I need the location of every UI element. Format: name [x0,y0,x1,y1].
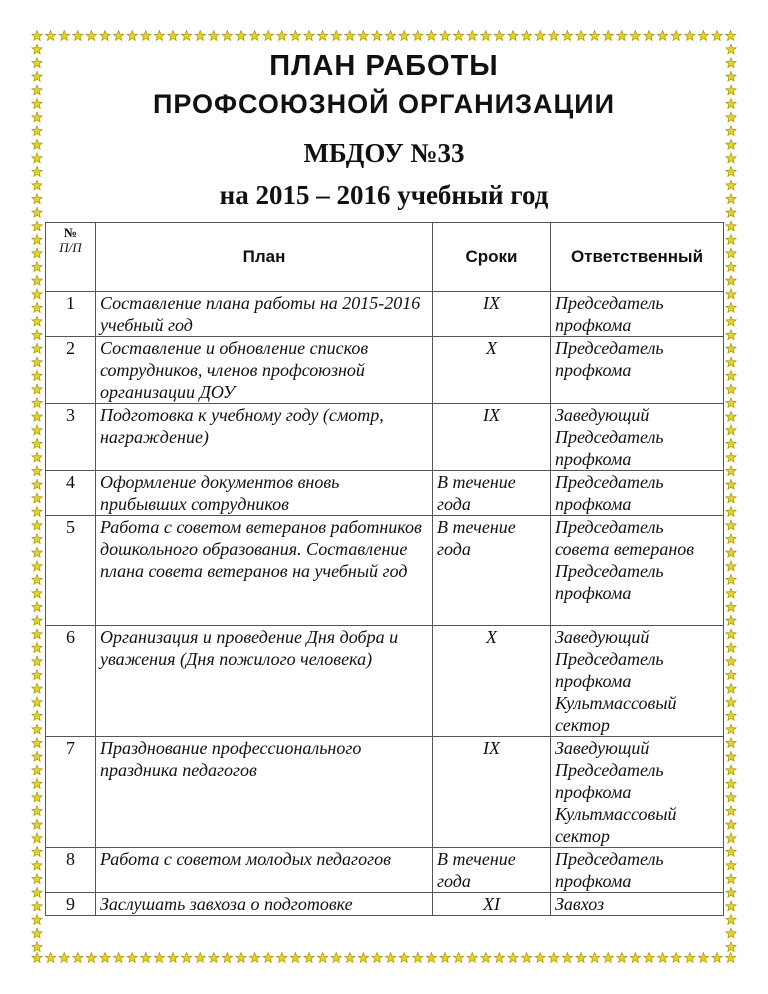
border-star [726,398,736,408]
border-star [168,953,178,963]
border-star [726,303,736,313]
border-star [331,31,341,41]
row-responsible: Председатель профкома [551,848,724,893]
table-row [46,893,724,916]
border-star [413,953,423,963]
border-star [181,953,191,963]
title-line-2: ПРОФСОЮЗНОЙ ОРГАНИЗАЦИИ [152,89,616,119]
border-star [277,31,287,41]
row-number: 7 [46,737,96,848]
border-star [32,153,42,163]
border-star [32,493,42,503]
border-star [726,289,736,299]
border-star [32,561,42,571]
row-term: В течение года [433,471,551,516]
border-star [32,738,42,748]
border-star [726,942,736,952]
border-star [712,953,722,963]
border-star [32,547,42,557]
row-number: 4 [46,471,96,516]
border-star [726,874,736,884]
border-star [726,357,736,367]
border-star [32,330,42,340]
table-row [46,471,724,516]
border-star [249,31,259,41]
row-responsible: Председатель профкома [551,292,724,337]
border-star [236,953,246,963]
border-star [685,31,695,41]
header-plan: План [96,223,433,292]
border-star [32,112,42,122]
border-star [617,31,627,41]
border-star [562,953,572,963]
border-star [726,466,736,476]
border-star [32,915,42,925]
border-star [726,371,736,381]
border-star [726,520,736,530]
border-star [726,847,736,857]
border-star [726,656,736,666]
table-header-row [46,223,724,292]
border-star [113,953,123,963]
row-term: X [433,626,551,737]
border-star [726,860,736,870]
border-star [32,248,42,258]
border-star [32,901,42,911]
border-star [32,85,42,95]
border-star [576,953,586,963]
border-star [726,915,736,925]
border-star [494,31,504,41]
border-star [358,953,368,963]
border-star [467,953,477,963]
border-star [535,31,545,41]
border-star [494,953,504,963]
row-number: 6 [46,626,96,737]
border-star [32,262,42,272]
title-line-3: МБДОУ №33 [303,138,465,168]
row-plan: Оформление документов вновь прибывших сотрудников [96,471,433,516]
row-number: 5 [46,516,96,626]
border-star [32,507,42,517]
row-term: В течение года [433,516,551,626]
border-star [726,167,736,177]
border-star [290,31,300,41]
row-plan: Работа с советом ветеранов работников дошкольного образования. Составление плана совета ветеранов на учебный год [96,516,433,626]
border-star [263,31,273,41]
border-star [576,31,586,41]
border-star [32,126,42,136]
border-star [617,953,627,963]
border-star [304,31,314,41]
border-star [481,31,491,41]
border-star [32,792,42,802]
border-star [426,31,436,41]
header-number-label: П/П [59,240,82,255]
border-star [45,31,55,41]
border-star [127,31,137,41]
border-star [32,303,42,313]
border-star [345,953,355,963]
border-star [698,953,708,963]
border-star [32,343,42,353]
border-star [209,31,219,41]
border-star [209,953,219,963]
row-plan: Подготовка к учебному году (смотр, награждение) [96,404,433,471]
border-star [726,126,736,136]
border-star [726,112,736,122]
border-star [32,806,42,816]
border-star [426,953,436,963]
border-star [45,953,55,963]
border-star [290,953,300,963]
border-star [32,466,42,476]
border-star [277,953,287,963]
border-star [726,534,736,544]
border-star [549,953,559,963]
border-star [726,425,736,435]
table-row [46,626,724,737]
border-star [726,235,736,245]
table-row [46,404,724,471]
border-star [726,316,736,326]
border-star [32,479,42,489]
border-star [32,953,42,963]
border-star [73,953,83,963]
border-star [726,180,736,190]
border-star [726,275,736,285]
border-star [726,343,736,353]
border-star [32,44,42,54]
border-star [32,656,42,666]
border-star [726,724,736,734]
border-star [726,194,736,204]
border-star [535,953,545,963]
border-star [726,643,736,653]
border-star [726,575,736,585]
border-star [453,953,463,963]
border-star [521,31,531,41]
border-star [726,439,736,449]
border-star [372,31,382,41]
border-star [698,31,708,41]
title-line-4: на 2015 – 2016 учебный год [219,180,549,210]
border-star [32,765,42,775]
border-star [86,31,96,41]
plan-table [45,222,724,916]
border-star [304,953,314,963]
border-star [32,860,42,870]
border-star [32,670,42,680]
border-star [358,31,368,41]
border-star [726,248,736,258]
border-star [467,31,477,41]
border-star [32,602,42,612]
border-star [726,411,736,421]
border-star [440,31,450,41]
border-star [32,928,42,938]
border-star [100,31,110,41]
border-star [726,44,736,54]
border-star [453,31,463,41]
border-star [726,792,736,802]
border-star [236,31,246,41]
border-star [263,953,273,963]
border-star [399,953,409,963]
border-star [345,31,355,41]
border-star [657,953,667,963]
border-star [249,953,259,963]
border-star [195,31,205,41]
border-star [32,520,42,530]
border-star [562,31,572,41]
border-star [154,31,164,41]
border-star [481,953,491,963]
row-responsible: Председатель профкома [551,337,724,404]
border-star [32,275,42,285]
border-star [726,85,736,95]
border-star [671,31,681,41]
border-star [630,31,640,41]
row-number: 8 [46,848,96,893]
border-star [385,953,395,963]
border-star [671,953,681,963]
border-star [73,31,83,41]
border-star [222,953,232,963]
border-star [372,953,382,963]
border-star [32,629,42,639]
border-star [181,31,191,41]
row-number: 1 [46,292,96,337]
table-row [46,848,724,893]
border-star [726,697,736,707]
border-star [141,31,151,41]
border-star [32,874,42,884]
border-star [603,953,613,963]
border-star [113,31,123,41]
row-plan: Составление плана работы на 2015-2016 учебный год [96,292,433,337]
border-star [32,31,42,41]
border-star [32,751,42,761]
row-responsible: Заведующий Председатель профкома [551,404,724,471]
border-star [317,953,327,963]
border-star [32,371,42,381]
border-star [32,819,42,829]
border-star [644,31,654,41]
border-star [32,452,42,462]
border-star [222,31,232,41]
border-star [726,887,736,897]
border-star [726,139,736,149]
border-star [32,697,42,707]
border-star [726,670,736,680]
border-star [141,953,151,963]
header-number [46,223,96,292]
table-row [46,337,724,404]
border-star [726,153,736,163]
border-star [726,507,736,517]
border-star [32,847,42,857]
table-row [46,292,724,337]
border-star [726,99,736,109]
border-star [32,221,42,231]
row-plan: Заслушать завхоза о подготовке [96,893,433,916]
row-number: 2 [46,337,96,404]
row-term: В течение года [433,848,551,893]
row-term: IX [433,292,551,337]
border-star [726,71,736,81]
border-star [32,194,42,204]
row-responsible: Заведующий Председатель профкома Культмассовый сектор [551,737,724,848]
border-star [726,330,736,340]
border-star [726,221,736,231]
border-star [630,953,640,963]
row-term: XI [433,893,551,916]
border-star [32,99,42,109]
border-star [726,751,736,761]
border-star [712,31,722,41]
border-star [508,953,518,963]
border-star [32,439,42,449]
border-star [59,953,69,963]
border-star [726,602,736,612]
border-star [726,765,736,775]
border-star [32,167,42,177]
border-star [32,575,42,585]
border-star [32,724,42,734]
header-term: Сроки [433,223,551,292]
border-star [32,207,42,217]
border-star [549,31,559,41]
border-star [726,479,736,489]
border-star [726,547,736,557]
border-star [521,953,531,963]
border-star [725,953,735,963]
border-star [589,31,599,41]
row-plan: Работа с советом молодых педагогов [96,848,433,893]
border-star [726,629,736,639]
border-star [399,31,409,41]
border-star [726,58,736,68]
border-star [644,953,654,963]
row-number: 3 [46,404,96,471]
border-star [317,31,327,41]
border-star [726,928,736,938]
row-number: 9 [46,893,96,916]
border-star [32,235,42,245]
border-star [32,643,42,653]
border-star [195,953,205,963]
border-star [32,534,42,544]
row-plan: Празднование профессионального праздника педагогов [96,737,433,848]
border-star [385,31,395,41]
header-number-sign: № [63,225,78,240]
row-responsible: Заведующий Председатель профкома Культмассовый сектор [551,626,724,737]
border-star [726,779,736,789]
border-star [86,953,96,963]
border-star [32,71,42,81]
border-star [603,31,613,41]
border-star [413,31,423,41]
border-star [726,207,736,217]
border-star [725,31,735,41]
border-star [726,806,736,816]
row-term: IX [433,404,551,471]
border-star [726,262,736,272]
border-star [726,452,736,462]
border-star [32,357,42,367]
border-star [32,615,42,625]
border-star [589,953,599,963]
row-plan: Организация и проведение Дня добра и уважения (Дня пожилого человека) [96,626,433,737]
row-responsible: Председатель профкома [551,471,724,516]
border-star [726,819,736,829]
border-star [726,833,736,843]
border-star [508,31,518,41]
title-line-1: ПЛАН РАБОТЫ [269,50,499,82]
border-star [32,588,42,598]
border-star [32,887,42,897]
row-term: X [433,337,551,404]
border-star [32,384,42,394]
row-term: IX [433,737,551,848]
border-star [32,833,42,843]
border-star [726,588,736,598]
border-star [59,31,69,41]
border-star [127,953,137,963]
row-responsible: Завхоз [551,893,724,916]
border-star [32,139,42,149]
border-star [32,411,42,421]
border-star [32,316,42,326]
border-star [32,711,42,721]
border-star [726,493,736,503]
border-star [100,953,110,963]
border-star [32,180,42,190]
border-star [440,953,450,963]
row-plan: Составление и обновление списков сотрудников, членов профсоюзной организации ДОУ [96,337,433,404]
table-row [46,516,724,626]
border-star [154,953,164,963]
border-star [32,289,42,299]
border-star [32,942,42,952]
border-star [331,953,341,963]
border-star [726,384,736,394]
border-star [726,615,736,625]
border-star [726,738,736,748]
header-responsible: Ответственный [551,223,724,292]
border-star [685,953,695,963]
table-row [46,737,724,848]
border-star [726,901,736,911]
border-star [32,58,42,68]
border-star [32,683,42,693]
row-responsible: Председатель совета ветеранов Председатель профкома [551,516,724,626]
border-star [168,31,178,41]
border-star [32,398,42,408]
border-star [32,425,42,435]
border-star [726,683,736,693]
border-star [32,779,42,789]
border-star [657,31,667,41]
border-star [726,711,736,721]
border-star [726,561,736,571]
